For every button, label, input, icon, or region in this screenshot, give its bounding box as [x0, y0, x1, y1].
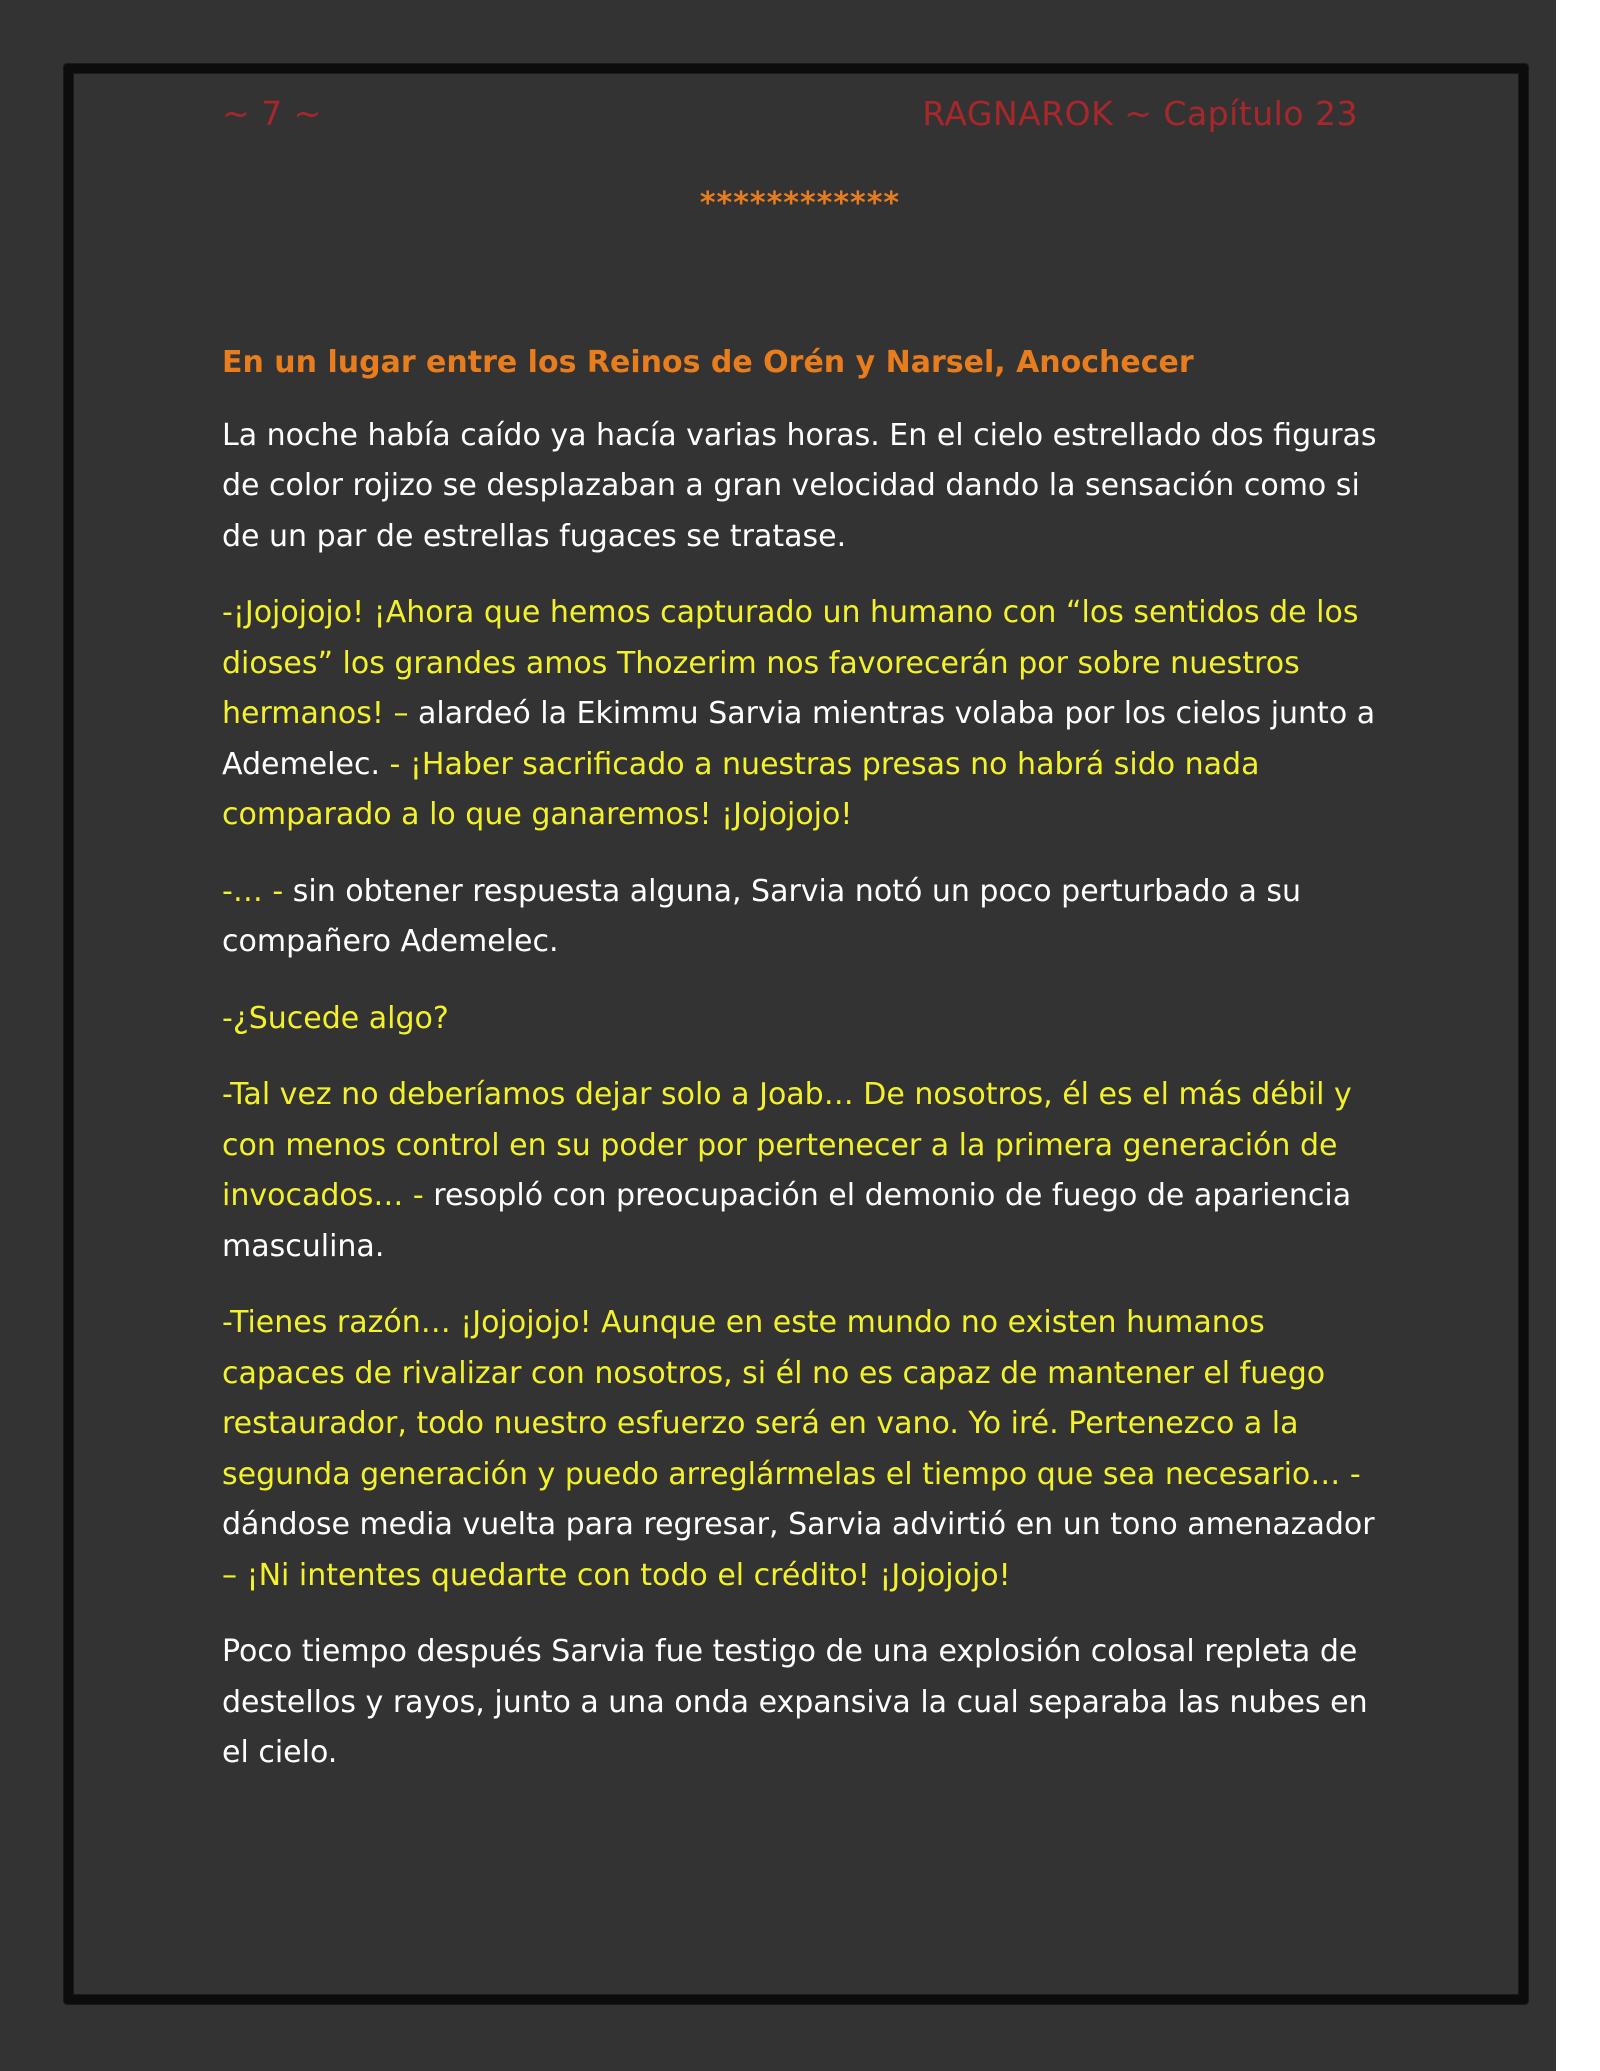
paragraph-1: La noche había caído ya hacía varias horas. En el cielo estrellado dos figuras de color rojizo se desplazaban a gran velocidad dando la sensación como si de un par de estrellas fugaces se tratase.	[222, 417, 1377, 554]
narration-text: sin obtener respuesta alguna, Sarvia notó un poco perturbado a su compañero Ademelec.	[222, 873, 1302, 959]
paragraph-4: -¿Sucede algo?	[222, 1000, 449, 1036]
narration-text: resopló con preocupación el demonio de fuego de apariencia masculina.	[222, 1178, 1352, 1264]
dialogue-text: - ¡Haber sacrificado a nuestras presas no habrá sido nada comparado a lo que ganaremos! ¡Jojojojo!	[222, 746, 1260, 832]
dialogue-text: -¡Jojojojo! ¡Ahora que hemos capturado un humano con “los sentidos de los dioses” los grandes amos Thozerim nos favorecerán por sobre nuestros hermanos! –	[222, 595, 1359, 731]
narration-text: alardeó la Ekimmu Sarvia mientras volaba por los cielos junto a Ademelec.	[222, 696, 1376, 782]
page-body	[222, 338, 1382, 1805]
dialogue-text: -… -	[222, 873, 293, 909]
paragraph-5	[222, 1070, 1382, 1272]
paragraph-3	[222, 867, 1382, 968]
scene-heading: En un lugar entre los Reinos de Orén y Narsel, Anochecer	[222, 345, 1194, 380]
narration-text: dándose media vuelta para regresar, Sarvia advirtió en un tono amenazador	[222, 1507, 1375, 1542]
section-divider: ************	[699, 186, 901, 221]
dialogue-text: – ¡Ni intentes quedarte con todo el crédito! ¡Jojojojo!	[222, 1557, 1011, 1593]
page-number: ~ 7 ~	[222, 94, 322, 133]
dialogue-text: -Tienes razón… ¡Jojojojo! Aunque en este mundo no existen humanos capaces de rivalizar con nosotros, si él no es capaz de mantener el fuego restaurador, todo nuestro esfuerzo será en vano. Yo iré. Pertenezco a la segunda generación y puedo arreglármelas el tiempo que sea necesario… -	[222, 1305, 1361, 1492]
paragraph-6	[222, 1298, 1382, 1601]
paragraph-7: Poco tiempo después Sarvia fue testigo de una explosión colosal repleta de destellos y rayos, junto a una onda expansiva la cual separaba las nubes en el cielo.	[222, 1634, 1368, 1770]
paragraph-2	[222, 588, 1382, 841]
dialogue-text: -Tal vez no deberíamos dejar solo a Joab… De nosotros, él es el más débil y con menos control en su poder por pertenecer a la primera generación de invocados… -	[222, 1077, 1352, 1213]
chapter-title: RAGNAROK ~ Capítulo 23	[922, 94, 1358, 133]
